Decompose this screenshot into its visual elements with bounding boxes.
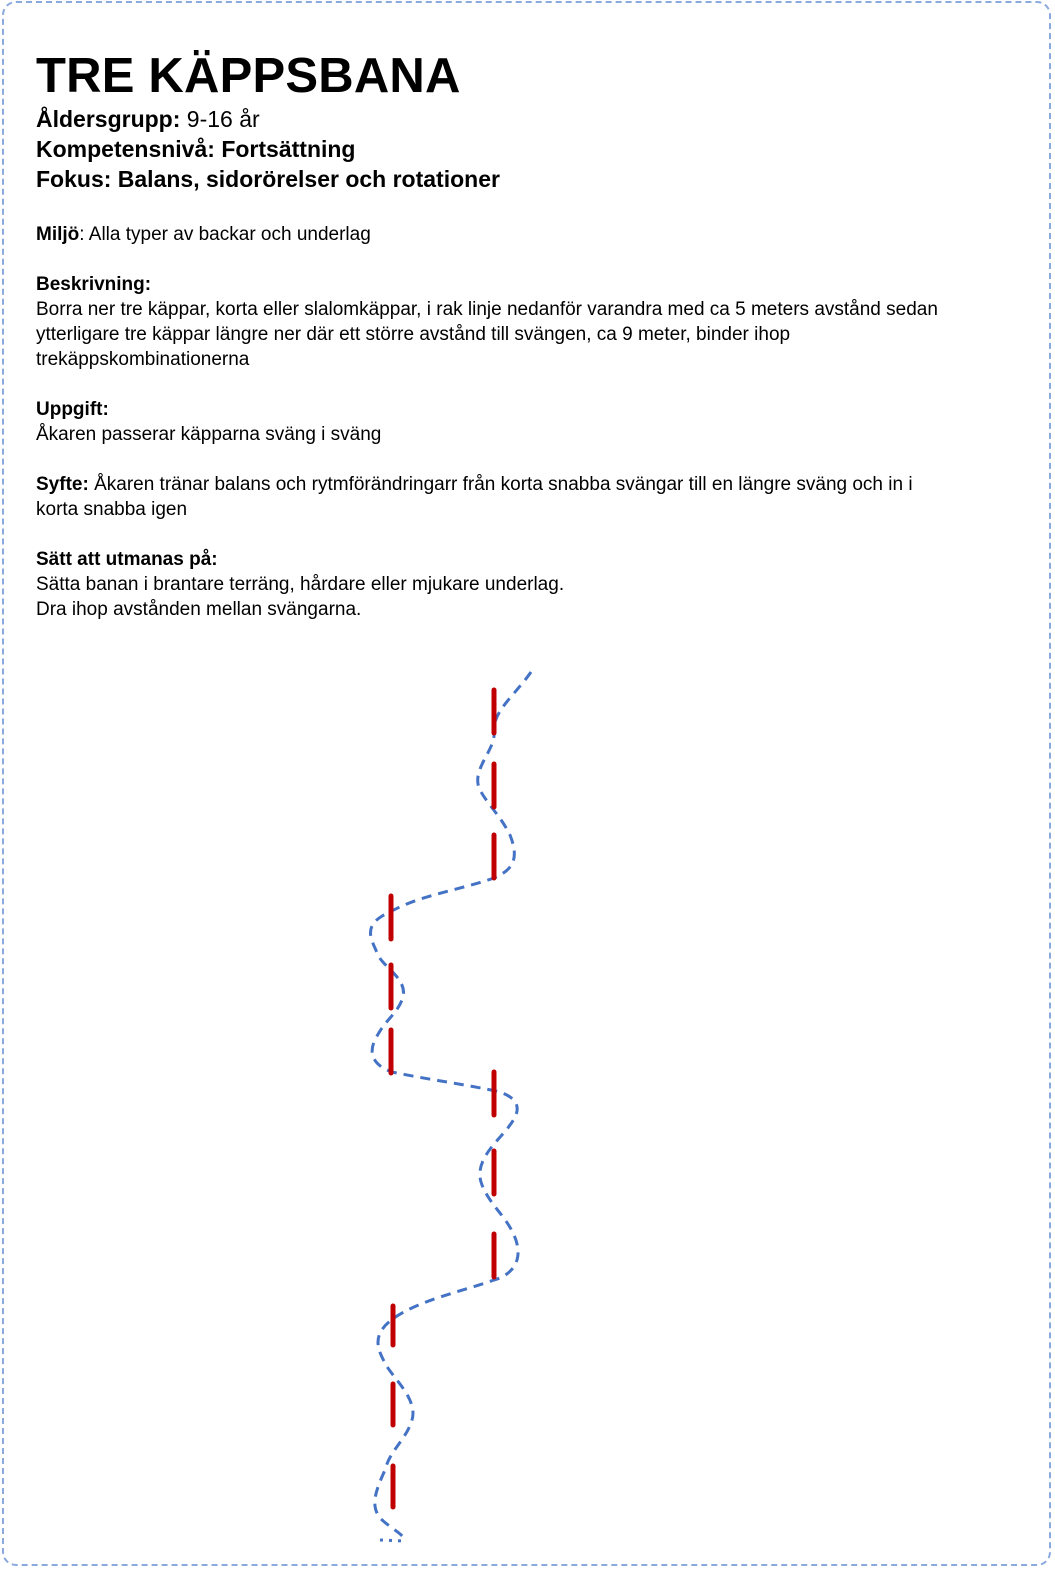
- age-group: [36, 104, 1036, 134]
- competence-level: [36, 134, 1036, 164]
- page-title: TRE KÄPPSBANA: [36, 49, 461, 103]
- competence-level-value: Fortsättning: [221, 136, 356, 162]
- environment-text: : Alla typer av backar och underlag: [79, 224, 371, 245]
- competence-level-label: Kompetensnivå:: [36, 136, 215, 162]
- description-line-3: trekäppskombinationerna: [36, 349, 250, 370]
- environment-label: Miljö: [36, 224, 80, 245]
- purpose-label: Syfte:: [36, 474, 89, 495]
- purpose-line-1: Åkaren tränar balans och rytmförändringarr från korta snabba svängar till en längre sväng och in i: [88, 474, 913, 495]
- challenge-label: Sätt att utmanas på:: [36, 549, 218, 570]
- task-text: Åkaren passerar käpparna sväng i sväng: [36, 424, 382, 445]
- focus: [36, 164, 1036, 194]
- document-content: [36, 48, 1036, 622]
- description-line-1: Borra ner tre käppar, korta eller slalomkäppar, i rak linje nedanför varandra med ca 5 meters avstånd sedan: [36, 299, 938, 320]
- task-heading: [36, 397, 1036, 422]
- description-heading: [36, 272, 1036, 297]
- challenge-line-1: Sätta banan i brantare terräng, hårdare eller mjukare underlag.: [36, 574, 565, 595]
- description-label: Beskrivning:: [36, 274, 152, 295]
- focus-value: Balans, sidorörelser och rotationer: [117, 166, 500, 192]
- environment: [36, 222, 1036, 247]
- challenge-line-2: Dra ihop avstånden mellan svängarna.: [36, 599, 362, 620]
- age-group-value: 9-16 år: [186, 106, 260, 132]
- purpose: [36, 472, 1036, 497]
- description-line-2: ytterligare tre käppar längre ner där ett större avstånd till svängen, ca 9 meter, binder ihop: [36, 324, 791, 345]
- challenge-heading: [36, 547, 1036, 572]
- focus-label: Fokus:: [36, 166, 112, 192]
- task-label: Uppgift:: [36, 399, 109, 420]
- purpose-line-2: korta snabba igen: [36, 499, 188, 520]
- age-group-label: Åldersgrupp:: [36, 106, 181, 132]
